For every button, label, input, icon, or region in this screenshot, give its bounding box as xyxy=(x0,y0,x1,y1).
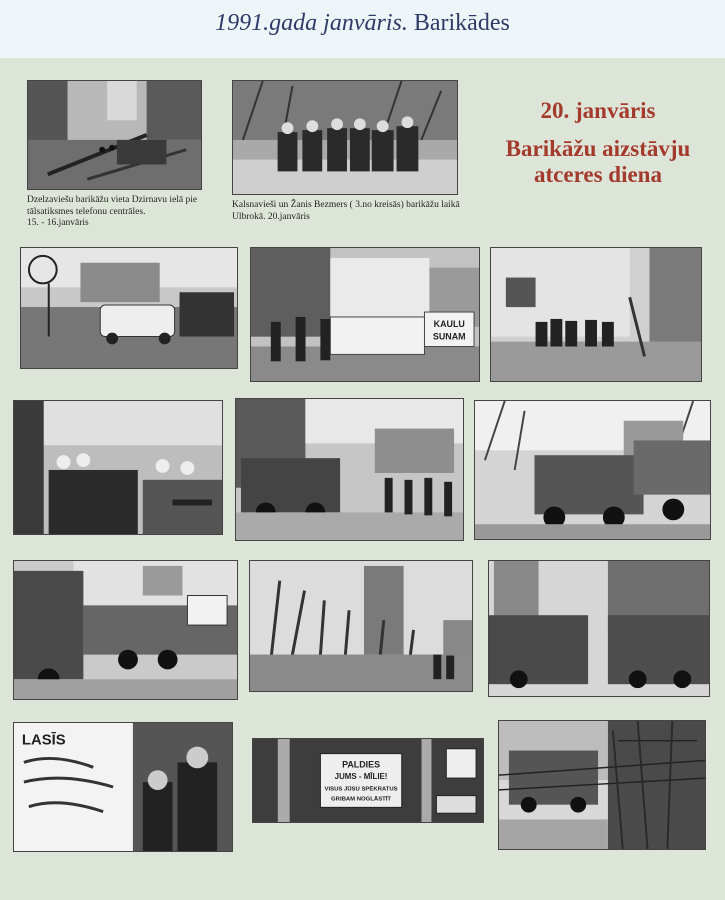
sign-kaulu: KAULU xyxy=(433,318,465,329)
photo-park-tall-building[interactable] xyxy=(249,560,473,692)
photo-kalsnava-people-ulbroka[interactable] xyxy=(232,80,458,195)
page-title xyxy=(0,10,725,37)
photo-kaulu-sunam-banner[interactable] xyxy=(250,247,480,382)
photo-barbed-wire-tree[interactable] xyxy=(498,720,706,850)
photo-trucks-crowd-street[interactable] xyxy=(235,398,464,541)
sign-paldies-1: PALDIES xyxy=(342,759,381,770)
photo-trucks-trees[interactable] xyxy=(474,400,711,540)
caption-photo1: Dzelzaviešu barikāžu vieta Dzirnavu ielā pie tālsatiksmes telefonu centrāles. 15. - 16.janvāris xyxy=(27,195,198,228)
caption-photo2: Kalsnavieši un Žanis Bezmers ( 3.no kreisās) barikāžu laikā Ulbrokā. 20.janvāris xyxy=(232,200,460,222)
sign-paldies-4: GRIBAM NOGLĀSTĪT xyxy=(331,796,392,803)
photo-trucks-square[interactable] xyxy=(488,560,710,697)
sign-sunam: SUNAM xyxy=(432,331,466,342)
event-title: Barikāžu aizstāvju atceres diena xyxy=(505,136,691,187)
photo-barricade-dzirnavu-street[interactable] xyxy=(27,80,202,190)
page-header xyxy=(0,0,725,58)
sign-paldies-3: VISUS JŪSU SPĒKRATUS xyxy=(324,786,398,793)
title-year: 1991.gada janvāris. xyxy=(215,10,408,36)
title-topic: Barikādes xyxy=(413,10,510,36)
photo-courtyard-gathering[interactable] xyxy=(490,247,702,382)
photo-indoor-cafe[interactable] xyxy=(13,400,223,535)
photo-street-car-barricade[interactable] xyxy=(20,247,238,369)
photo-posters-crowd[interactable] xyxy=(13,722,233,852)
event-date: 20. janvāris xyxy=(540,98,656,123)
photo-paldies-sign[interactable] xyxy=(252,738,484,823)
sign-laslis: LASĪS xyxy=(21,732,66,749)
sign-paldies-2: JUMS - MĪLIE! xyxy=(334,772,388,782)
photo-trucks-building[interactable] xyxy=(13,560,238,700)
